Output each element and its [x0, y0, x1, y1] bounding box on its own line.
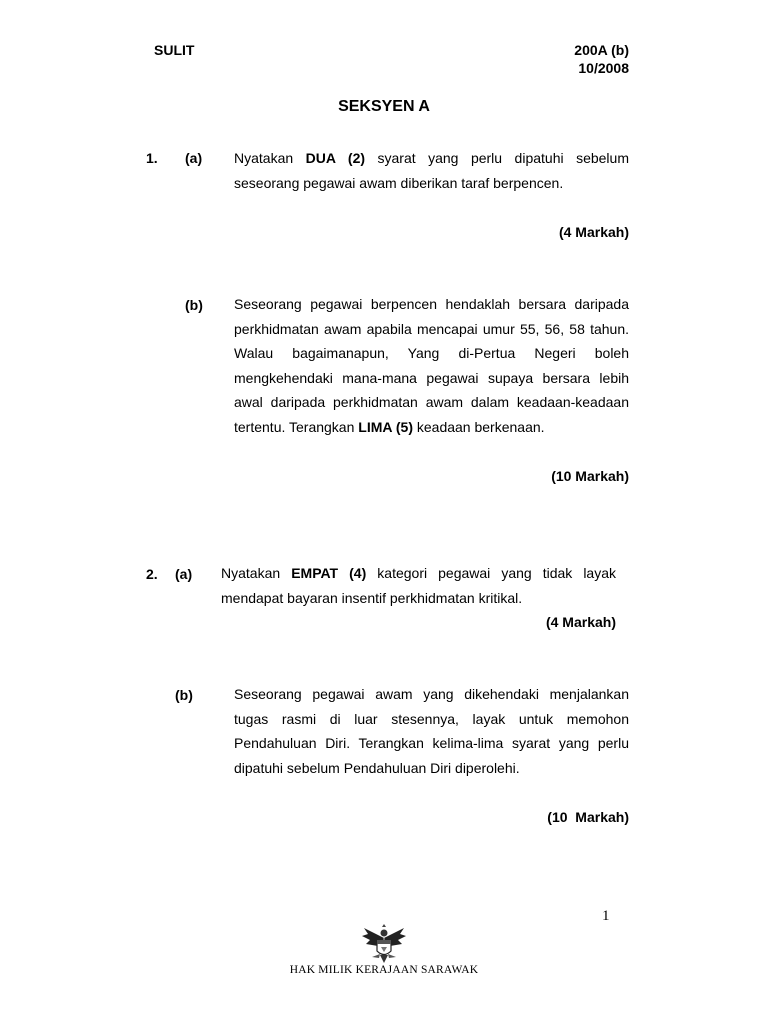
- question-text: Seseorang pegawai awam yang dikehendaki menjalankan tugas rasmi di luar stesennya, layak untuk memohon Pendahuluan Diri. Terangkan kelima-lima syarat yang perlu dipatuhi sebelum Pendahuluan Diri diperolehi.: [234, 686, 629, 776]
- marks-label: (10 Markah): [551, 468, 629, 484]
- part-label: (a): [185, 150, 203, 166]
- paper-date: 10/2008: [578, 60, 629, 76]
- paper-code: 200A (b): [574, 42, 629, 58]
- sarawak-coat-of-arms-icon: [360, 924, 408, 964]
- question-text: Nyatakan DUA (2) syarat yang perlu dipatuhi sebelum seseorang pegawai awam diberikan taraf berpencen.: [234, 150, 629, 191]
- page-number: 1: [602, 908, 610, 924]
- ownership-footer: HAK MILIK KERAJAAN SARAWAK: [289, 964, 479, 976]
- marks-label: (4 Markah): [558, 224, 629, 240]
- part-label: (a): [175, 566, 193, 582]
- classification-label: SULIT: [154, 42, 195, 58]
- question-number: 2.: [146, 566, 158, 582]
- part-label: (b): [175, 687, 193, 703]
- marks-label: (10 Markah): [547, 809, 629, 825]
- part-label: (b): [185, 297, 203, 313]
- marks-label: (4 Markah): [545, 614, 616, 630]
- question-text: Seseorang pegawai berpencen hendaklah bersara daripada perkhidmatan awam apabila mencapai umur 55, 56, 58 tahun. Walau bagaimanapun, Yang di-Pertua Negeri boleh mengkehendaki mana-mana pegawai supaya bersara lebih awal daripada perkhidmatan awam dalam keadaan-keadaan tertentu. Terangkan LIMA (5) keadaan berkenaan.: [234, 296, 629, 435]
- question-text: Nyatakan EMPAT (4) kategori pegawai yang tidak layak mendapat bayaran insentif perkhidmatan kritikal.: [221, 565, 616, 606]
- question-number: 1.: [146, 150, 158, 166]
- section-title: SEKSYEN A: [338, 98, 430, 115]
